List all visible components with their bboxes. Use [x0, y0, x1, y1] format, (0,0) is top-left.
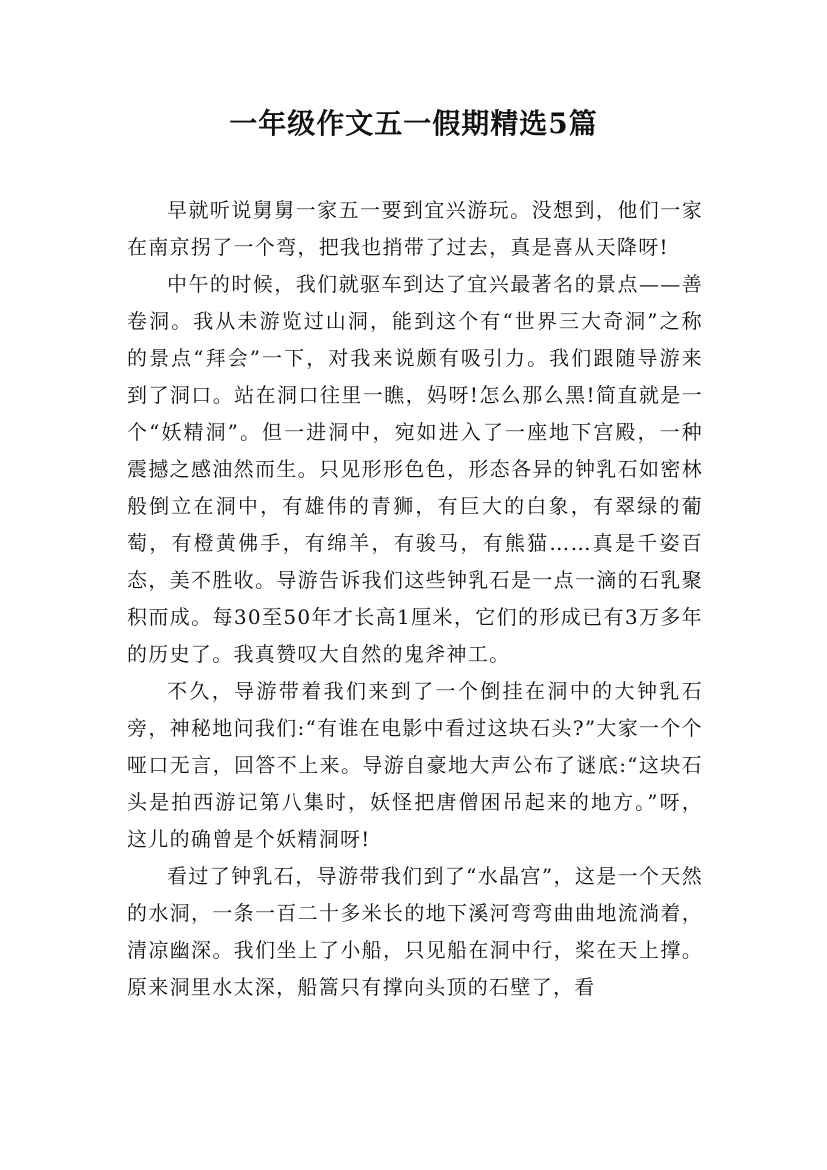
paragraph: 早就听说舅舅一家五一要到宜兴游玩。没想到，他们一家在南京拐了一个弯，把我也捎带了过去，真是喜从天降呀!: [127, 198, 703, 259]
paragraph: 不久，导游带着我们来到了一个倒挂在洞中的大钟乳石旁，神秘地问我们:“有谁在电影中看过这块石头?”大家一个个哑口无言，回答不上来。导游自豪地大声公布了谜底:“这块石头是拍西游记第八集时，妖怪把唐僧困吊起来的地方。”呀，这儿的确曾是个妖精洞呀!: [127, 679, 703, 851]
paragraph: 中午的时候，我们就驱车到达了宜兴最著名的景点——善卷洞。我从未游览过山洞，能到这个有“世界三大奇洞”之称的景点“拜会”一下，对我来说颇有吸引力。我们跟随导游来到了洞口。站在洞口往里一瞧，妈呀!怎么那么黑!简直就是一个“妖精洞”。但一进洞中，宛如进入了一座地下宫殿，一种震撼之感油然而生。只见形形色色，形态各异的钟乳石如密林般倒立在洞中，有雄伟的青狮，有巨大的白象，有翠绿的葡萄，有橙黄佛手，有绵羊，有骏马，有熊猫……真是千姿百态，美不胜收。导游告诉我们这些钟乳石是一点一滴的石乳聚积而成。每30至50年才长高1厘米，它们的形成已有3万多年的历史了。我真赞叹大自然的鬼斧神工。: [127, 272, 703, 666]
document-title: 一年级作文五一假期精选5篇: [229, 107, 598, 140]
paragraph: 看过了钟乳石，导游带我们到了“水晶宫”，这是一个天然的水洞，一条一百二十多米长的地下溪河弯弯曲曲地流淌着，清凉幽深。我们坐上了小船，只见船在洞中行，桨在天上撑。原来洞里水太深，船篙只有撑向头顶的石壁了，看: [127, 864, 703, 999]
article-body: [127, 192, 703, 1006]
